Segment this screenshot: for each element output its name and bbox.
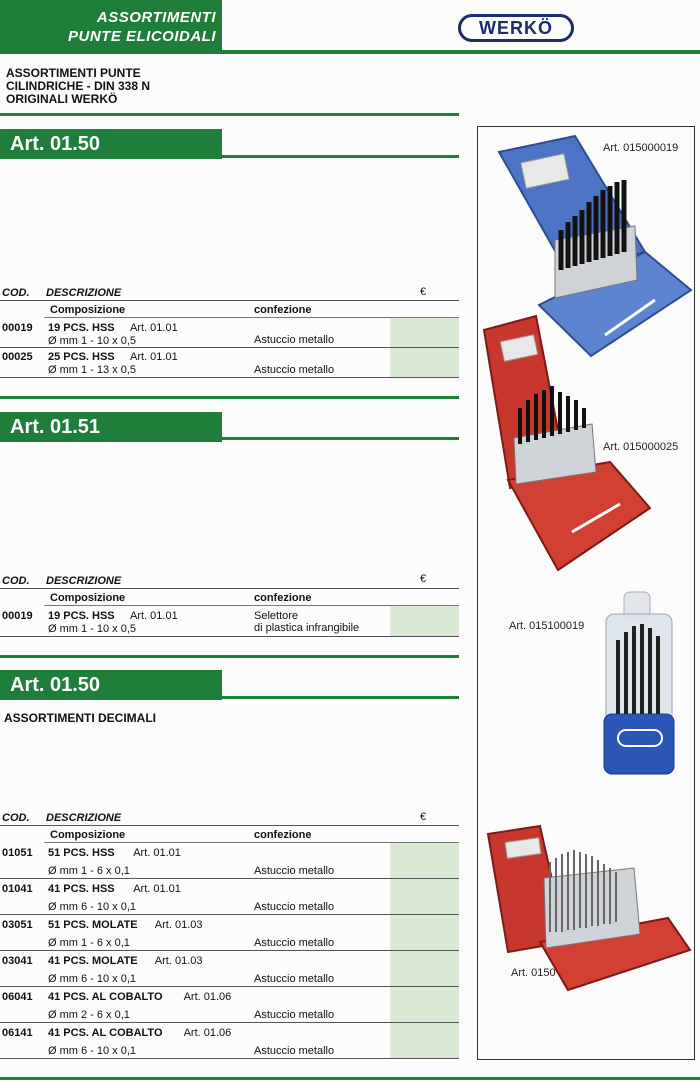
row-conf: Astuccio metallo — [254, 1009, 335, 1021]
header-title-line1: ASSORTIMENTI — [96, 9, 216, 26]
row-desc: 25 PCS. HSS — [48, 351, 115, 363]
table-rule — [0, 878, 459, 879]
row-desc: 41 PCS. HSS — [48, 883, 115, 895]
header-euro: € — [420, 811, 427, 823]
table-rule — [0, 588, 459, 589]
row-art: Art. 01.06 — [183, 1027, 232, 1039]
row-conf: Astuccio metallo — [254, 865, 335, 877]
product-caption-1: Art. 015000019 — [603, 142, 679, 154]
row-art: Art. 01.01 — [130, 322, 178, 334]
row-cod: 01051 — [2, 847, 33, 859]
section-rule-3 — [222, 696, 459, 699]
price-cell — [390, 606, 459, 636]
row-art: Art. 01.01 — [130, 610, 178, 622]
header-composizione: Composizione — [50, 829, 126, 841]
plastic-selector-illustration — [600, 590, 680, 780]
row-cod: 00019 — [2, 610, 33, 622]
table-rule — [0, 300, 459, 301]
header-title-box — [0, 0, 222, 54]
row-dims: Ø mm 6 - 10 x 0,1 — [48, 973, 137, 985]
row-desc: 51 PCS. HSS — [48, 847, 115, 859]
row-art: Art. 01.06 — [183, 991, 232, 1003]
row-desc: 19 PCS. HSS — [48, 610, 115, 622]
header-euro: € — [420, 286, 427, 298]
table-rule — [0, 377, 459, 378]
row-desc: 41 PCS. AL COBALTO — [48, 1027, 163, 1039]
header-composizione: Composizione — [50, 592, 126, 604]
row-dims: Ø mm 1 - 6 x 0,1 — [48, 865, 130, 877]
row-desc: 51 PCS. MOLATE — [48, 919, 138, 931]
header-confezione: confezione — [254, 592, 312, 604]
row-dims: Ø mm 6 - 10 x 0,1 — [48, 901, 137, 913]
row-conf: Astuccio metallo — [254, 364, 335, 376]
row-cod: 00019 — [2, 322, 33, 334]
section-title-3: Art. 01.50 — [0, 670, 222, 700]
row-dims: Ø mm 6 - 10 x 0,1 — [48, 1045, 137, 1057]
header-descrizione: DESCRIZIONE — [46, 287, 122, 299]
row-conf-line2: di plastica infrangibile — [254, 622, 360, 634]
product-caption-4: Art. 0150 — [511, 967, 556, 979]
section-rule-1 — [222, 155, 459, 158]
row-dims: Ø mm 1 - 6 x 0,1 — [48, 937, 130, 949]
section-title-1: Art. 01.50 — [0, 129, 222, 159]
werko-logo: WERKÖ — [458, 14, 574, 42]
row-dims: Ø mm 1 - 13 x 0,5 — [48, 364, 137, 376]
row-art: Art. 01.01 — [130, 351, 178, 363]
header-confezione: confezione — [254, 304, 312, 316]
row-conf: Astuccio metallo — [254, 901, 335, 913]
row-art: Art. 01.01 — [133, 883, 181, 895]
row-dims: Ø mm 1 - 10 x 0,5 — [48, 623, 137, 635]
table-rule — [0, 950, 459, 951]
table-rule — [0, 986, 459, 987]
table-rule — [0, 825, 459, 826]
section-divider — [0, 655, 459, 658]
row-art: Art. 01.03 — [154, 955, 203, 967]
page-subtitle: ASSORTIMENTI PUNTE CILINDRICHE - DIN 338 N ORIGINALI WERKÖ — [6, 66, 151, 106]
row-desc: 41 PCS. MOLATE — [48, 955, 138, 967]
header-euro: € — [420, 573, 427, 585]
product-caption-2: Art. 015000025 — [603, 441, 679, 453]
row-cod: 03051 — [2, 919, 33, 931]
row-art: Art. 01.01 — [133, 847, 181, 859]
row-cod: 06041 — [2, 991, 33, 1003]
section-title-2: Art. 01.51 — [0, 412, 222, 442]
header-cod: COD. — [2, 812, 30, 824]
table-rule — [0, 636, 459, 637]
row-dims: Ø mm 2 - 6 x 0,1 — [48, 1009, 130, 1021]
section-subtitle: ASSORTIMENTI DECIMALI — [4, 711, 156, 725]
header-descrizione: DESCRIZIONE — [46, 575, 122, 587]
row-cod: 00025 — [2, 351, 33, 363]
row-cod: 06141 — [2, 1027, 33, 1039]
header-descrizione: DESCRIZIONE — [46, 812, 122, 824]
row-conf: Astuccio metallo — [254, 973, 335, 985]
row-conf: Astuccio metallo — [254, 1045, 335, 1057]
row-conf: Astuccio metallo — [254, 334, 335, 346]
header-cod: COD. — [2, 575, 30, 587]
header-confezione: confezione — [254, 829, 312, 841]
row-conf-line1: Selettore — [254, 610, 299, 622]
subtitle-rule — [0, 113, 459, 116]
product-caption-3: Art. 015100019 — [509, 620, 585, 632]
section-divider — [0, 396, 459, 399]
table-rule — [0, 1022, 459, 1023]
row-desc: 19 PCS. HSS — [48, 322, 115, 334]
row-art: Art. 01.03 — [154, 919, 203, 931]
header-composizione: Composizione — [50, 304, 126, 316]
table-rule — [0, 347, 459, 348]
table-rule — [0, 914, 459, 915]
header-rule — [222, 50, 700, 54]
header-title-line2: PUNTE ELICOIDALI — [67, 28, 216, 45]
section-rule-2 — [222, 437, 459, 440]
row-cod: 03041 — [2, 955, 33, 967]
row-conf: Astuccio metallo — [254, 937, 335, 949]
header-cod: COD. — [2, 287, 30, 299]
footer-rule — [0, 1077, 700, 1080]
row-dims: Ø mm 1 - 10 x 0,5 — [48, 335, 137, 347]
table-rule — [0, 1058, 459, 1059]
row-desc: 41 PCS. AL COBALTO — [48, 991, 163, 1003]
row-cod: 01041 — [2, 883, 33, 895]
